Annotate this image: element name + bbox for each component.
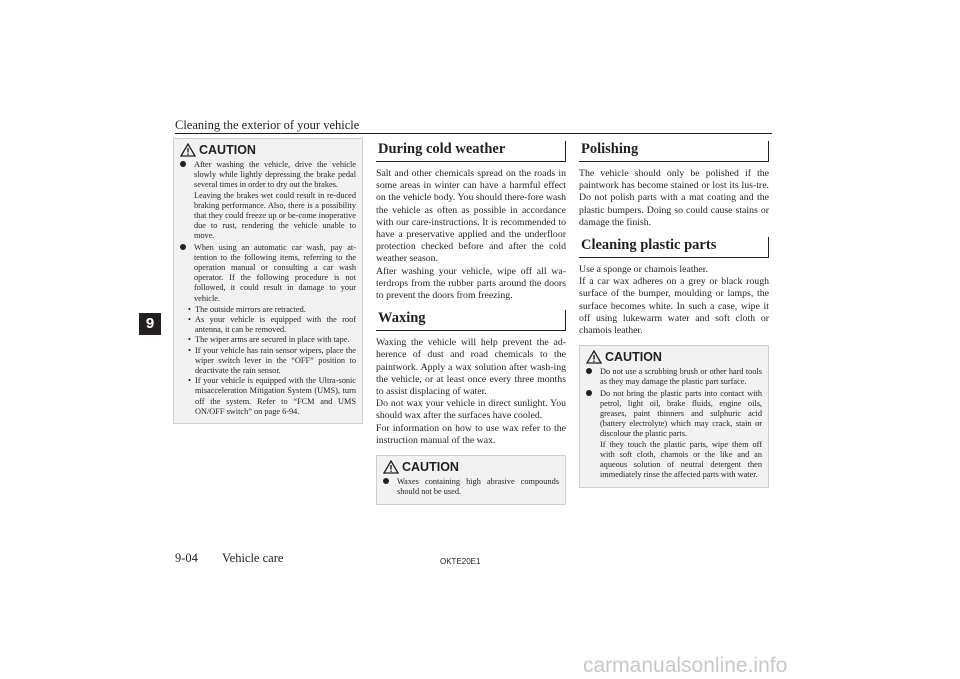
document-code: OKTE20E1	[440, 557, 481, 566]
section-title-plastic-parts: Cleaning plastic parts	[579, 237, 769, 258]
warning-triangle-icon	[383, 460, 399, 474]
paragraph: Use a sponge or chamois leather.	[579, 264, 708, 276]
caution-box-plastic	[579, 345, 769, 488]
section-title-waxing: Waxing	[376, 310, 566, 331]
bullet-icon	[180, 161, 186, 167]
caution-text: Do not bring the plastic parts into contact with petrol, light oil, brake fluids, engine oils, greases, paint thinners and sulphuric acid (battery electrolyte) which may crack, stain or discolour the plastic parts.	[600, 388, 762, 439]
caution-subitem: • The outside mirrors are retracted.	[188, 305, 356, 315]
chapter-tab: 9	[139, 313, 161, 335]
bullet-icon	[586, 368, 592, 374]
paragraph: The vehicle should only be polished if the paintwork has become stained or lost its lus-tre. Do not polish parts with a mat coating and the plastic bumpers. Doing so could cause stains or damage the finish.	[579, 168, 769, 228]
paragraph: Waxing the vehicle will help prevent the ad-herence of dust and road chemicals to the paintwork. Apply a wax solution after wash-ing the vehicle, or at least once every three months to assist displacing of water.	[376, 337, 566, 398]
caution-subitem: • The wiper arms are secured in place with tape.	[188, 335, 356, 345]
paragraph: Do not wax your vehicle in direct sunlight. You should wax after the surfaces have cooled.	[376, 398, 566, 422]
caution-label: CAUTION	[402, 460, 459, 475]
paragraph: For information on how to use wax refer to the instruction manual of the wax.	[376, 422, 566, 446]
warning-triangle-icon	[180, 143, 196, 157]
caution-header	[383, 460, 559, 474]
caution-box-wax	[376, 455, 566, 505]
caution-item	[383, 477, 559, 497]
section-name: Vehicle care	[222, 551, 284, 565]
page-number: 9-04	[175, 551, 198, 565]
caution-header	[586, 350, 762, 364]
caution-box-wash	[173, 138, 363, 424]
caution-text: Waxes containing high abrasive compounds should not be used.	[397, 477, 559, 497]
caution-text: Do not use a scrubbing brush or other hard tools as they may damage the plastic part surface.	[600, 367, 762, 387]
paragraph: If a car wax adheres on a grey or black rough surface of the bumper, moulding or lamps, the surface becomes white. In such a case, wipe it off using lukewarm water and soft cloth or chamois leather.	[579, 276, 769, 337]
paragraph: Salt and other chemicals spread on the roads in some areas in winter can have a harmful effect on the vehicle body. You should there-fore wash the vehicle as often as possible in accordance with our care-instructions. It is recommended to have a preservative applied and the underfloor protection checked before and after the cold weather season.	[376, 168, 566, 265]
paragraph: After washing your vehicle, wipe off all wa-terdrops from the rubber parts around the doors to prevent the doors from freezing.	[376, 265, 566, 302]
right-column	[579, 138, 769, 488]
caution-text: After washing the vehicle, drive the vehicle slowly while lightly depressing the brake pedal several times in order to dry out the brakes.	[194, 160, 356, 190]
caution-text-extra: Leaving the brakes wet could result in re-duced braking performance. Also, there is a possibility that they could freeze up or be-come inoperative due to rust, rendering the vehicle unable to move.	[194, 190, 356, 241]
header-rule	[175, 133, 772, 134]
caution-text-extra: If they touch the plastic parts, wipe them off with soft cloth, chamois or the like and an aqueous solution of neutral detergent then immediately rinse the affected parts with water.	[600, 439, 762, 480]
caution-header	[180, 143, 356, 157]
caution-item	[180, 160, 356, 242]
section-title-polishing: Polishing	[579, 141, 769, 162]
caution-subitem: • If your vehicle has rain sensor wipers, place the wiper switch lever in the “OFF” position to deactivate the rain sensor.	[188, 346, 356, 377]
caution-item	[586, 389, 762, 481]
caution-item	[180, 243, 356, 304]
left-column	[173, 138, 363, 424]
warning-triangle-icon	[586, 350, 602, 364]
caution-text: When using an automatic car wash, pay at-tention to the following items, referring to the operation manual or consulting a car wash operator. If the following procedure is not followed, it could result in damage to your vehicle.	[194, 242, 356, 303]
caution-label: CAUTION	[199, 143, 256, 157]
bullet-icon	[383, 478, 389, 484]
bullet-icon	[180, 244, 186, 250]
caution-sublist	[180, 305, 356, 417]
caution-label: CAUTION	[605, 350, 662, 365]
caution-subitem: • If your vehicle is equipped with the Ultra-sonic misacceleration Mitigation System (UMS), turn off the system. Refer to “FCM and UMS ON/OFF switch” on page 6-94.	[188, 376, 356, 417]
middle-column	[376, 138, 566, 505]
page-header: Cleaning the exterior of your vehicle	[175, 118, 360, 132]
section-title-cold-weather: During cold weather	[376, 141, 566, 162]
bullet-icon	[586, 390, 592, 396]
caution-item	[586, 367, 762, 387]
caution-subitem: • As your vehicle is equipped with the roof antenna, it can be removed.	[188, 315, 356, 335]
watermark: carmanualsonline.info	[583, 654, 788, 677]
